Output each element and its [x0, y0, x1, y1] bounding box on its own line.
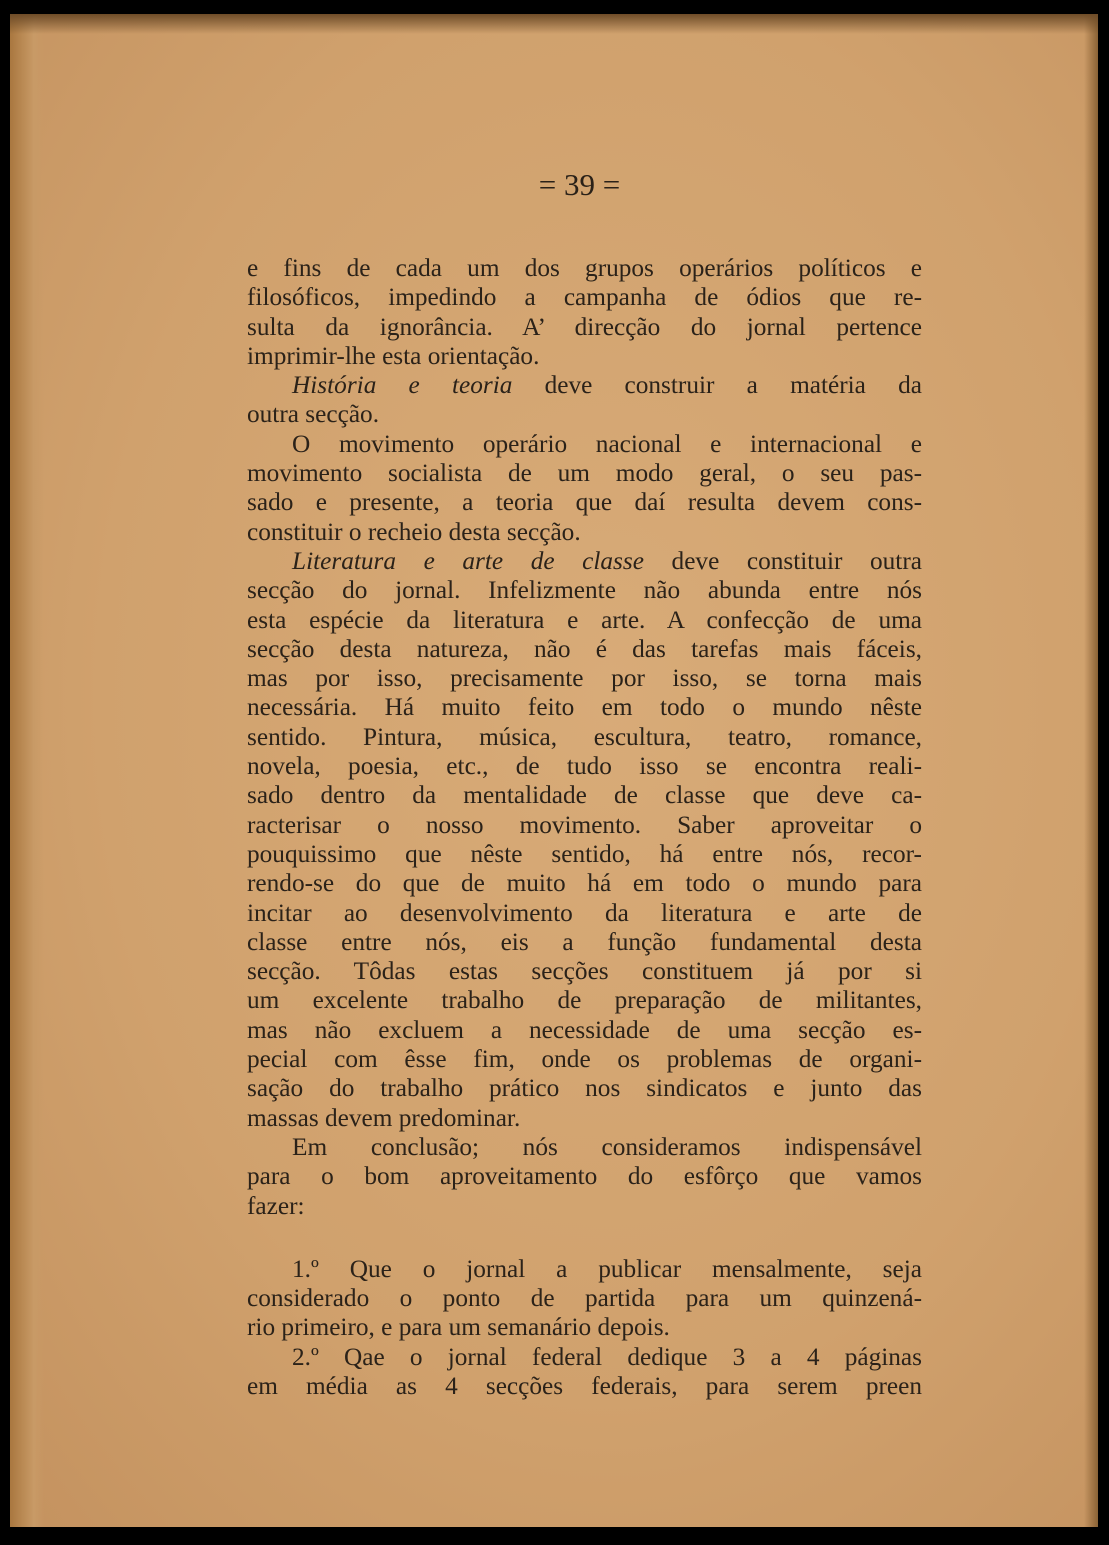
line-text: mas por isso, precisamente por isso, se torna mais: [247, 664, 922, 693]
text-line: [247, 1284, 922, 1313]
text-line: [247, 635, 922, 664]
line-text: racterisar o nosso movimento. Saber aproveitar o: [247, 810, 922, 839]
text-line: [247, 400, 922, 429]
text-line: [247, 899, 922, 928]
text-line: [247, 811, 922, 840]
text-line: [247, 547, 922, 576]
line-text: sação do trabalho prático nos sindicatos e junto das: [247, 1074, 922, 1103]
text-line: [247, 1255, 922, 1284]
text-line: [247, 1133, 922, 1162]
text-line: [247, 1016, 922, 1045]
line-text: movimento socialista de um modo geral, o seu pas-: [247, 459, 922, 488]
line-text: mas não excluem a necessidade de uma secção es-: [247, 1015, 922, 1044]
line-text: 2.º Qae o jornal federal dedique 3 a 4 páginas: [292, 1342, 922, 1371]
line-text: secção do jornal. Infelizmente não abunda entre nós: [247, 576, 922, 605]
text-line: [247, 1343, 922, 1372]
text-line: [247, 430, 922, 459]
line-text: 1.º Que o jornal a publicar mensalmente, seja: [292, 1254, 922, 1283]
line-text: Em conclusão; nós consideramos indispensável: [292, 1132, 922, 1161]
text-line: [247, 606, 922, 635]
text-line: [247, 986, 922, 1015]
text-line: [247, 342, 922, 371]
line-text: fazer:: [247, 1191, 305, 1220]
text-line: [247, 664, 922, 693]
text-line: [247, 371, 922, 400]
page-number: = 39 =: [538, 167, 621, 202]
page-edge-right: [1084, 14, 1098, 1527]
text-line: [247, 928, 922, 957]
text-line: [247, 1162, 922, 1191]
text-line: [247, 1192, 922, 1221]
line-text: sado dentro da mentalidade de classe que deve ca-: [247, 781, 922, 810]
line-text: rio primeiro, e para um semanário depois.: [247, 1313, 670, 1342]
line-text: novela, poesia, etc., de tudo isso se encontra reali-: [247, 752, 922, 781]
text-line: [247, 1104, 922, 1133]
text-line: [247, 518, 922, 547]
line-text: considerado o ponto de partida para um quinzená-: [247, 1284, 922, 1313]
body-text: [247, 254, 922, 1401]
text-line: [247, 1313, 922, 1342]
line-text: sentido. Pintura, música, escultura, teatro, romance,: [247, 722, 922, 751]
text-line: [247, 1045, 922, 1074]
line-text: massas devem predominar.: [247, 1103, 521, 1132]
line-text: sulta da ignorância. A’ direcção do jornal pertence: [247, 312, 922, 341]
line-text: constituir o recheio desta secção.: [247, 517, 581, 546]
line-text: outra secção.: [247, 400, 380, 429]
text-line: [247, 840, 922, 869]
line-text: classe entre nós, eis a função fundamental desta: [247, 927, 922, 956]
line-text: e fins de cada um dos grupos operários políticos e: [247, 254, 922, 282]
text-line: [247, 488, 922, 517]
text-line: [247, 1372, 922, 1401]
text-line: [247, 723, 922, 752]
line-text: filosóficos, impedindo a campanha de ódios que re-: [247, 283, 922, 312]
line-text: O movimento operário nacional e internacional e: [292, 429, 922, 458]
line-text: rendo-se do que de muito há em todo o mundo para: [247, 869, 922, 898]
page-edge-top: [10, 14, 1098, 34]
line-text: secção desta natureza, não é das tarefas mais fáceis,: [247, 634, 922, 663]
line-text: secção. Tôdas estas secções constituem já por si: [247, 957, 922, 986]
line-text: esta espécie da literatura e arte. A confecção de uma: [247, 605, 922, 634]
text-line: [247, 254, 922, 283]
italic-heading: História e teoria: [292, 371, 513, 400]
text-line: [247, 459, 922, 488]
text-line: [247, 283, 922, 312]
text-line: [247, 957, 922, 986]
line-text: pouquissimo que nêste sentido, há entre nós, recor-: [247, 839, 922, 868]
line-text: deve construir a matéria da: [512, 371, 922, 400]
line-text: necessária. Há muito feito em todo o mundo nêste: [247, 693, 922, 722]
line-text: deve constituir outra: [643, 546, 922, 575]
italic-heading: Literatura e arte de classe: [292, 546, 644, 575]
line-text: um excelente trabalho de preparação de militantes,: [247, 986, 922, 1015]
text-line: [247, 693, 922, 722]
line-text: sado e presente, a teoria que daí resulta devem cons-: [247, 488, 922, 517]
text-line: [247, 576, 922, 605]
page-edge-left: [10, 14, 44, 1527]
text-line: [247, 869, 922, 898]
line-text: em média as 4 secções federais, para serem preen: [247, 1371, 922, 1400]
line-text: pecial com êsse fim, onde os problemas de organi-: [247, 1045, 922, 1074]
text-line: [247, 313, 922, 342]
text-line: [247, 781, 922, 810]
paragraph-gap: [247, 1221, 922, 1255]
line-text: para o bom aproveitamento do esfôrço que vamos: [247, 1162, 922, 1191]
text-line: [247, 1074, 922, 1103]
text-line: [247, 752, 922, 781]
line-text: imprimir-lhe esta orientação.: [247, 341, 540, 370]
line-text: incitar ao desenvolvimento da literatura e arte de: [247, 898, 922, 927]
